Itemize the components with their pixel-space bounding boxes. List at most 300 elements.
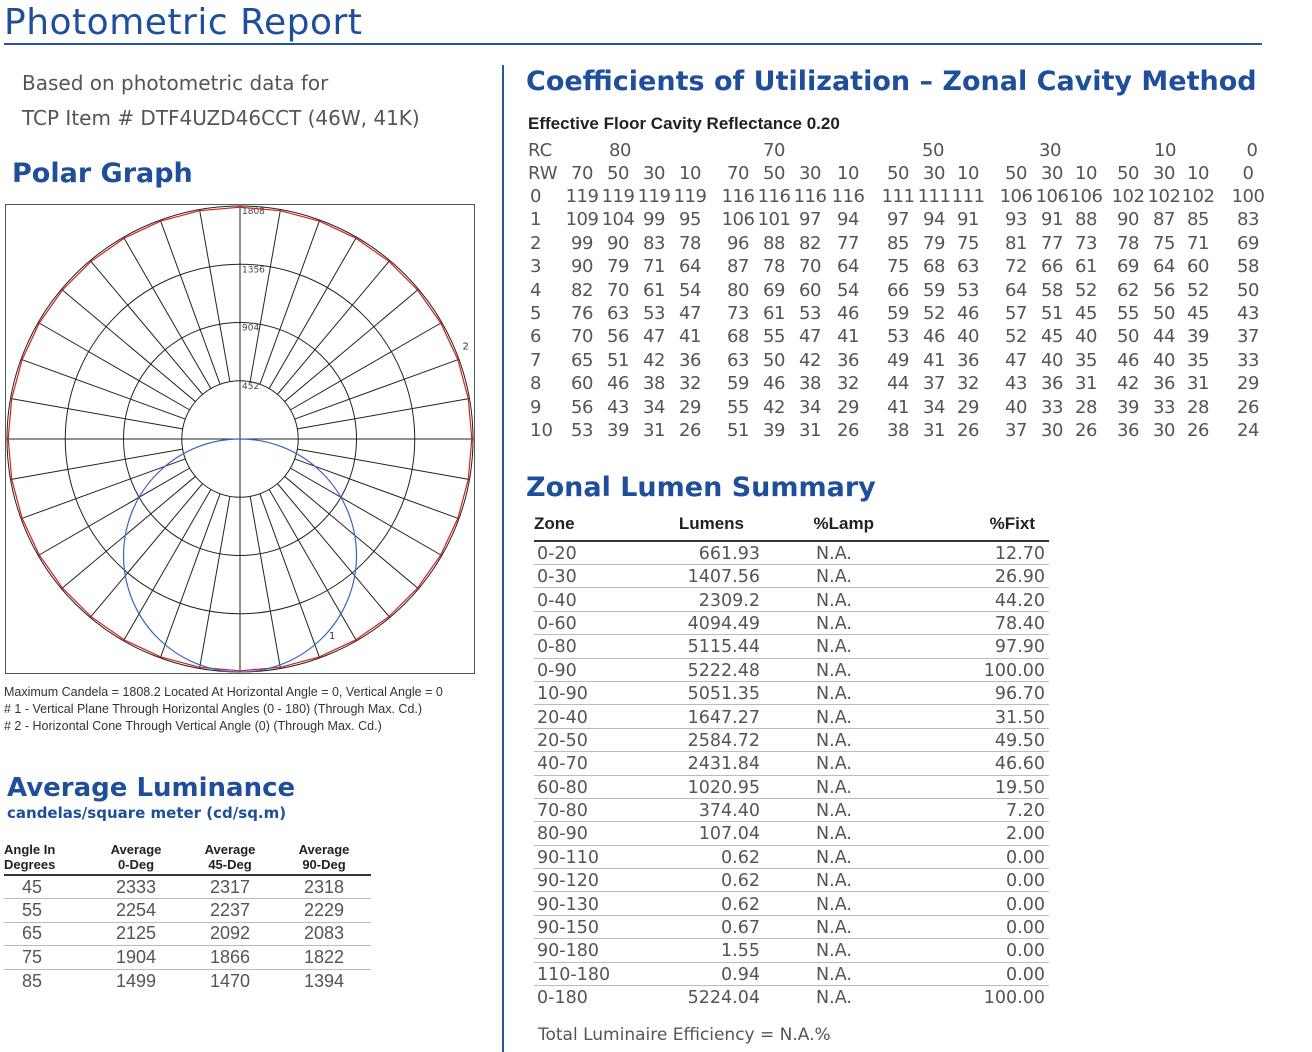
cu-cell-value: 53 (571, 420, 593, 441)
zonal-cell: 20-40 (534, 705, 649, 728)
luminance-table (4, 842, 371, 993)
cu-cell-value: 90 (1117, 209, 1139, 231)
cu-cell-value: 29 (957, 396, 979, 418)
cu-rw-value: 50 (887, 163, 909, 184)
header-line: 90-Deg (302, 857, 346, 872)
cu-cell-value: 64 (679, 256, 701, 278)
zonal-cell: N.A. (764, 822, 904, 845)
cu-rw-value: 50 (763, 163, 785, 184)
cu-cell-value: 29 (1237, 373, 1259, 395)
polar-curve-2-label: 2 (462, 341, 469, 353)
cu-cell-value: 56 (1153, 279, 1175, 301)
luminance-cell: 2083 (277, 922, 371, 946)
polar-spoke (200, 210, 230, 382)
polar-spoke (124, 489, 211, 640)
cu-row-index: 3 (530, 256, 542, 278)
cu-rw-value: 70 (727, 163, 749, 184)
luminance-cell: 45 (4, 875, 89, 899)
cu-cell-value: 54 (837, 279, 859, 301)
cu-cell-value: 50 (1237, 279, 1259, 301)
zonal-row (534, 541, 1049, 565)
zonal-cell: 12.70 (904, 541, 1049, 565)
cu-cell-value: 66 (1041, 256, 1063, 278)
cu-rw-value: 30 (799, 163, 821, 184)
cu-cell-value: 94 (923, 209, 945, 231)
luminance-cell: 2237 (183, 899, 277, 923)
cu-cell-value: 40 (1041, 349, 1063, 371)
zonal-cell: N.A. (764, 588, 904, 611)
cu-cell-value: 91 (957, 209, 979, 231)
cu-cell-value: 51 (1041, 303, 1063, 324)
cu-cell-value: 41 (679, 326, 701, 348)
cu-cell-value: 100 (1231, 186, 1265, 207)
cu-rc-value: 70 (763, 140, 785, 161)
cu-cell-value: 94 (837, 209, 859, 231)
cu-row-index: 7 (530, 349, 542, 371)
cu-cell-value: 63 (727, 349, 749, 371)
cu-row-index: 5 (530, 303, 542, 324)
zonal-cell: 2309.2 (649, 588, 764, 611)
cu-cell-value: 51 (727, 420, 749, 441)
note-curve-2: # 2 - Horizontal Cone Through Vertical Angle (0) (Through Max. Cd.) (4, 719, 382, 733)
polar-spoke (21, 459, 185, 519)
cu-cell-value: 88 (763, 232, 785, 254)
zonal-cell: 0-40 (534, 588, 649, 611)
zonal-cell: 2431.84 (649, 752, 764, 775)
cu-cell-value: 36 (957, 349, 979, 371)
note-max-candela: Maximum Candela = 1808.2 Located At Horizontal Angle = 0, Vertical Angle = 0 (4, 685, 443, 699)
cu-cell-value: 49 (887, 349, 909, 371)
zonal-cell: N.A. (816, 988, 852, 1009)
zonal-cell: 2584.72 (649, 728, 764, 751)
polar-spoke (11, 449, 183, 479)
zonal-cell: 0.00 (904, 915, 1049, 938)
cu-cell-value: 42 (799, 349, 821, 371)
cu-cell-value: 46 (607, 373, 629, 395)
cu-cell-value: 106 (721, 209, 755, 231)
average-luminance-subtitle: candelas/square meter (cd/sq.m) (7, 804, 287, 822)
cu-cell-value: 73 (727, 303, 749, 324)
zonal-cell: N.A. (764, 752, 904, 775)
zonal-cell: 2.00 (904, 822, 1049, 845)
zonal-cell: 96.70 (904, 681, 1049, 704)
cu-cell-value: 95 (679, 209, 701, 231)
cu-row-index: 9 (530, 396, 542, 418)
cu-rw-value: 10 (837, 163, 859, 184)
cu-rw-value: 0 (1242, 163, 1254, 184)
luminaire-efficiency: Total Luminaire Efficiency = N.A.% (538, 1025, 831, 1045)
luminance-header-row (4, 842, 371, 875)
cu-cell-value: 102 (1147, 186, 1181, 207)
polar-spoke (290, 468, 441, 555)
luminance-header-0deg (89, 842, 183, 875)
zonal-cell: 1407.56 (649, 565, 764, 588)
cu-cell-value: 62 (1117, 279, 1139, 301)
cu-cell-value: 42 (763, 396, 785, 418)
polar-ring-label: 904 (242, 323, 260, 334)
zonal-cell: 0.62 (649, 892, 764, 915)
cu-cell-value: 77 (1041, 232, 1063, 254)
zonal-cell: 1.55 (649, 939, 764, 962)
cu-cell-value: 29 (837, 396, 859, 418)
header-line: Average (110, 842, 162, 857)
luminance-row (4, 969, 371, 993)
cu-cell-value: 33 (1041, 396, 1063, 418)
zonal-cell: 40-70 (534, 752, 649, 775)
cu-cell-value: 39 (1187, 326, 1209, 348)
cu-cell-value: 38 (643, 373, 665, 395)
cu-cell-value: 78 (763, 256, 785, 278)
zonal-row (534, 635, 1049, 658)
cu-cell-value: 40 (1005, 396, 1027, 418)
cu-cell-value: 64 (837, 256, 859, 278)
cu-rc-value: 10 (1154, 140, 1176, 161)
cu-cell-value: 32 (679, 373, 701, 395)
title-rule (4, 43, 1262, 45)
cu-cell-value: 42 (1117, 373, 1139, 395)
cu-cell-value: 28 (1075, 396, 1097, 418)
cu-cell-value: 53 (957, 279, 979, 301)
cu-cell-value: 38 (799, 373, 821, 395)
zonal-cell: 0-60 (534, 611, 649, 634)
luminance-cell: 1470 (209, 970, 251, 991)
zonal-row (534, 892, 1049, 915)
cu-cell-value: 104 (601, 209, 635, 231)
zonal-cell: N.A. (764, 565, 904, 588)
cu-cell-value: 45 (1075, 303, 1097, 324)
cu-cell-value: 36 (679, 349, 701, 371)
polar-spoke (260, 494, 320, 658)
cu-cell-value: 50 (1153, 303, 1175, 324)
cu-cell-value: 85 (1187, 209, 1209, 231)
polar-spoke (124, 237, 211, 388)
cu-cell-value: 33 (1153, 396, 1175, 418)
zonal-row (534, 798, 1049, 821)
cu-cell-value: 71 (643, 256, 665, 278)
zonal-cell: N.A. (764, 962, 904, 985)
cu-cell-value: 101 (757, 209, 791, 231)
header-line: 45-Deg (208, 857, 252, 872)
luminance-cell: 1866 (183, 946, 277, 970)
zonal-lumen-title: Zonal Lumen Summary (526, 472, 876, 503)
cu-cell-value: 41 (837, 326, 859, 348)
cu-rw-value: 30 (643, 163, 665, 184)
luminance-row (4, 875, 371, 899)
cu-cell-value: 64 (1153, 256, 1175, 278)
polar-spoke (21, 359, 185, 419)
cu-rw-label: RW (528, 163, 558, 184)
cu-cell-value: 31 (923, 420, 945, 441)
cu-cell-value: 71 (1187, 232, 1209, 254)
luminance-cell: 2125 (89, 922, 183, 946)
cu-cell-value: 69 (763, 279, 785, 301)
cu-cell-value: 91 (1041, 209, 1063, 231)
zonal-cell: 26.90 (904, 565, 1049, 588)
zonal-cell: 0.62 (649, 845, 764, 868)
cu-cell-value: 42 (643, 349, 665, 371)
header-line: Degrees (4, 857, 56, 872)
zonal-cell: 0.00 (904, 962, 1049, 985)
cu-cell-value: 31 (1187, 373, 1209, 395)
cu-cell-value: 82 (799, 232, 821, 254)
cu-cell-value: 26 (1187, 420, 1209, 441)
based-on-text (22, 66, 420, 136)
zonal-cell: 100.00 (904, 658, 1049, 681)
cu-cell-value: 59 (727, 373, 749, 395)
zonal-cell: 5224.04 (687, 988, 760, 1009)
cu-cell-value: 46 (837, 303, 859, 324)
cu-cell-value: 70 (799, 256, 821, 278)
zonal-cell: 0-180 (537, 988, 588, 1009)
luminance-row (4, 946, 371, 970)
header-line: 0-Deg (117, 857, 155, 872)
cu-cell-value: 41 (923, 349, 945, 371)
zonal-row (534, 565, 1049, 588)
zonal-cell: N.A. (764, 541, 904, 565)
cu-cell-value: 80 (727, 279, 749, 301)
cu-cell-value: 73 (1075, 232, 1097, 254)
cu-rc-value: 30 (1039, 140, 1061, 161)
zonal-cell: N.A. (764, 635, 904, 658)
cu-cell-value: 53 (643, 303, 665, 324)
cu-rc-value: 0 (1246, 140, 1258, 161)
zonal-header-row (534, 514, 1049, 541)
cu-cell-value: 102 (1111, 186, 1145, 207)
cu-cell-value: 61 (643, 279, 665, 301)
header-line: Angle In (4, 842, 56, 857)
cu-cell-value: 58 (1237, 256, 1259, 278)
zonal-row (534, 962, 1049, 985)
zonal-cell: N.A. (764, 658, 904, 681)
zonal-cell: 110-180 (534, 962, 649, 985)
cu-cell-value: 45 (1187, 303, 1209, 324)
cu-cell-value: 70 (607, 279, 629, 301)
cu-cell-value: 85 (887, 232, 909, 254)
zonal-cell: 5115.44 (649, 635, 764, 658)
polar-notes (4, 684, 443, 735)
polar-graph-title: Polar Graph (12, 158, 193, 189)
cu-cell-value: 111 (951, 186, 985, 207)
cu-cell-value: 111 (917, 186, 951, 207)
zonal-cell: 0.00 (904, 939, 1049, 962)
luminance-cell: 65 (4, 922, 89, 946)
cu-cell-value: 56 (607, 326, 629, 348)
cu-row-index: 10 (530, 420, 553, 441)
cu-cell-value: 40 (1153, 349, 1175, 371)
zonal-cell: 7.20 (904, 798, 1049, 821)
polar-spoke (260, 220, 320, 384)
cu-cell-value: 43 (607, 396, 629, 418)
cu-cell-value: 83 (1237, 209, 1259, 231)
polar-graph (5, 204, 475, 674)
cu-cell-value: 61 (1075, 256, 1097, 278)
luminance-cell: 2318 (277, 875, 371, 899)
cu-cell-value: 65 (571, 349, 593, 371)
header-line: Average (204, 842, 256, 857)
cu-cell-value: 46 (923, 326, 945, 348)
cu-cell-value: 46 (1117, 349, 1139, 371)
zonal-cell: N.A. (764, 681, 904, 704)
zonal-row (534, 822, 1049, 845)
cu-rc-value: 80 (609, 140, 631, 161)
cu-cell-value: 30 (1041, 420, 1063, 441)
cu-cell-value: 30 (1153, 420, 1175, 441)
luminance-cell: 1904 (89, 946, 183, 970)
cu-rw-value: 10 (1075, 163, 1097, 184)
cu-cell-value: 28 (1187, 396, 1209, 418)
zonal-cell: 60-80 (534, 775, 649, 798)
cu-cell-value: 35 (1075, 349, 1097, 371)
cu-rw-value: 70 (571, 163, 593, 184)
zonal-header-fixt: %Fixt (904, 514, 1049, 541)
luminance-cell: 2229 (277, 899, 371, 923)
polar-spoke (160, 220, 220, 384)
cu-cell-value: 66 (887, 279, 909, 301)
zonal-cell: 90-150 (534, 915, 649, 938)
zonal-cell: 80-90 (534, 822, 649, 845)
cu-cell-value: 47 (1005, 349, 1027, 371)
cu-cell-value: 38 (887, 420, 909, 441)
cu-cell-value: 52 (1187, 279, 1209, 301)
cu-cell-value: 116 (757, 186, 791, 207)
cu-cell-value: 90 (607, 232, 629, 254)
cu-cell-value: 69 (1237, 232, 1259, 254)
cu-rc-value: 50 (922, 140, 944, 161)
zonal-cell: 5222.48 (649, 658, 764, 681)
cu-cell-value: 50 (763, 349, 785, 371)
cu-cell-value: 37 (1005, 420, 1027, 441)
cu-cell-value: 36 (1153, 373, 1175, 395)
zonal-row (534, 939, 1049, 962)
polar-spoke (11, 399, 183, 429)
cu-cell-value: 29 (679, 396, 701, 418)
cu-cell-value: 32 (837, 373, 859, 395)
cu-rw-value: 30 (1153, 163, 1175, 184)
cu-cell-value: 59 (923, 279, 945, 301)
cu-cell-value: 90 (571, 256, 593, 278)
zonal-cell: 0.62 (649, 869, 764, 892)
zonal-cell: 0.00 (904, 892, 1049, 915)
zonal-header-lumens: Lumens (649, 514, 764, 541)
cu-cell-value: 119 (673, 186, 707, 207)
polar-ring-label: 1808 (242, 207, 265, 217)
cu-cell-value: 46 (763, 373, 785, 395)
cu-cell-value: 102 (1181, 186, 1215, 207)
zonal-cell: 661.93 (649, 541, 764, 565)
zonal-cell: N.A. (764, 892, 904, 915)
zonal-cell: N.A. (764, 939, 904, 962)
cu-cell-value: 78 (679, 232, 701, 254)
zonal-cell: N.A. (764, 728, 904, 751)
zonal-cell: 0.67 (649, 915, 764, 938)
zonal-cell: 90-110 (534, 845, 649, 868)
polar-spoke (290, 323, 441, 410)
cu-rw-value: 50 (1005, 163, 1027, 184)
zonal-row (534, 775, 1049, 798)
polar-spoke (38, 323, 189, 410)
zonal-header-zone: Zone (534, 514, 649, 541)
cu-cell-value: 97 (799, 209, 821, 231)
cu-row-index: 8 (530, 373, 542, 395)
cu-cell-value: 69 (1117, 256, 1139, 278)
cu-cell-value: 24 (1237, 420, 1259, 441)
polar-spoke (250, 210, 280, 382)
zonal-cell: N.A. (764, 915, 904, 938)
cu-cell-value: 106 (1069, 186, 1103, 207)
cu-cell-value: 32 (957, 373, 979, 395)
polar-spoke (160, 494, 220, 658)
cu-rw-value: 10 (679, 163, 701, 184)
polar-spoke (295, 459, 459, 519)
zonal-cell: 0.00 (904, 869, 1049, 892)
cu-row-index: 4 (530, 279, 542, 301)
cu-cell-value: 46 (957, 303, 979, 324)
cu-cell-value: 82 (571, 279, 593, 301)
cu-cell-value: 39 (763, 420, 785, 441)
luminance-header-angle (4, 842, 89, 875)
polar-spoke (269, 489, 356, 640)
zonal-cell: N.A. (764, 775, 904, 798)
zonal-row (534, 845, 1049, 868)
polar-spoke (297, 399, 469, 429)
cu-cell-value: 35 (1187, 349, 1209, 371)
note-curve-1: # 1 - Vertical Plane Through Horizontal Angles (0 - 180) (Through Max. Cd.) (4, 702, 423, 716)
cu-cell-value: 55 (1117, 303, 1139, 324)
cu-cell-value: 72 (1005, 256, 1027, 278)
luminance-cell: 85 (22, 970, 43, 991)
zonal-row (534, 705, 1049, 728)
polar-curve-1-label: 1 (329, 631, 336, 642)
cu-cell-value: 37 (923, 373, 945, 395)
zonal-cell: 0-80 (534, 635, 649, 658)
zonal-cell: 31.50 (904, 705, 1049, 728)
cu-cell-value: 60 (1187, 256, 1209, 278)
cu-cell-value: 64 (1005, 279, 1027, 301)
cu-cell-value: 83 (643, 232, 665, 254)
cu-cell-value: 44 (1153, 326, 1175, 348)
page-title: Photometric Report (4, 2, 363, 43)
cu-cell-value: 47 (799, 326, 821, 348)
cu-cell-value: 53 (799, 303, 821, 324)
average-luminance-title: Average Luminance (7, 773, 296, 803)
cu-cell-value: 55 (727, 396, 749, 418)
zonal-row (534, 658, 1049, 681)
zonal-cell: 46.60 (904, 752, 1049, 775)
cu-cell-value: 34 (643, 396, 665, 418)
cu-row-index: 0 (530, 186, 542, 207)
zonal-cell: 0-30 (534, 565, 649, 588)
polar-spoke (200, 496, 230, 668)
cu-cell-value: 87 (1153, 209, 1175, 231)
zonal-row (534, 681, 1049, 704)
cu-cell-value: 26 (957, 420, 979, 441)
cu-cell-value: 45 (1041, 326, 1063, 348)
zonal-row (534, 915, 1049, 938)
cu-cell-value: 116 (831, 186, 865, 207)
zonal-cell: 0.94 (649, 962, 764, 985)
cu-cell-value: 99 (643, 209, 665, 231)
cu-rc-label: RC (528, 140, 553, 161)
polar-graph-svg (6, 205, 474, 673)
cu-cell-value: 68 (727, 326, 749, 348)
column-divider (502, 65, 504, 1052)
luminance-cell: 2317 (183, 875, 277, 899)
cu-cell-value: 26 (679, 420, 701, 441)
header-line: Average (298, 842, 350, 857)
cu-cell-value: 31 (643, 420, 665, 441)
polar-spoke (250, 496, 280, 668)
zonal-cell: 90-120 (534, 869, 649, 892)
